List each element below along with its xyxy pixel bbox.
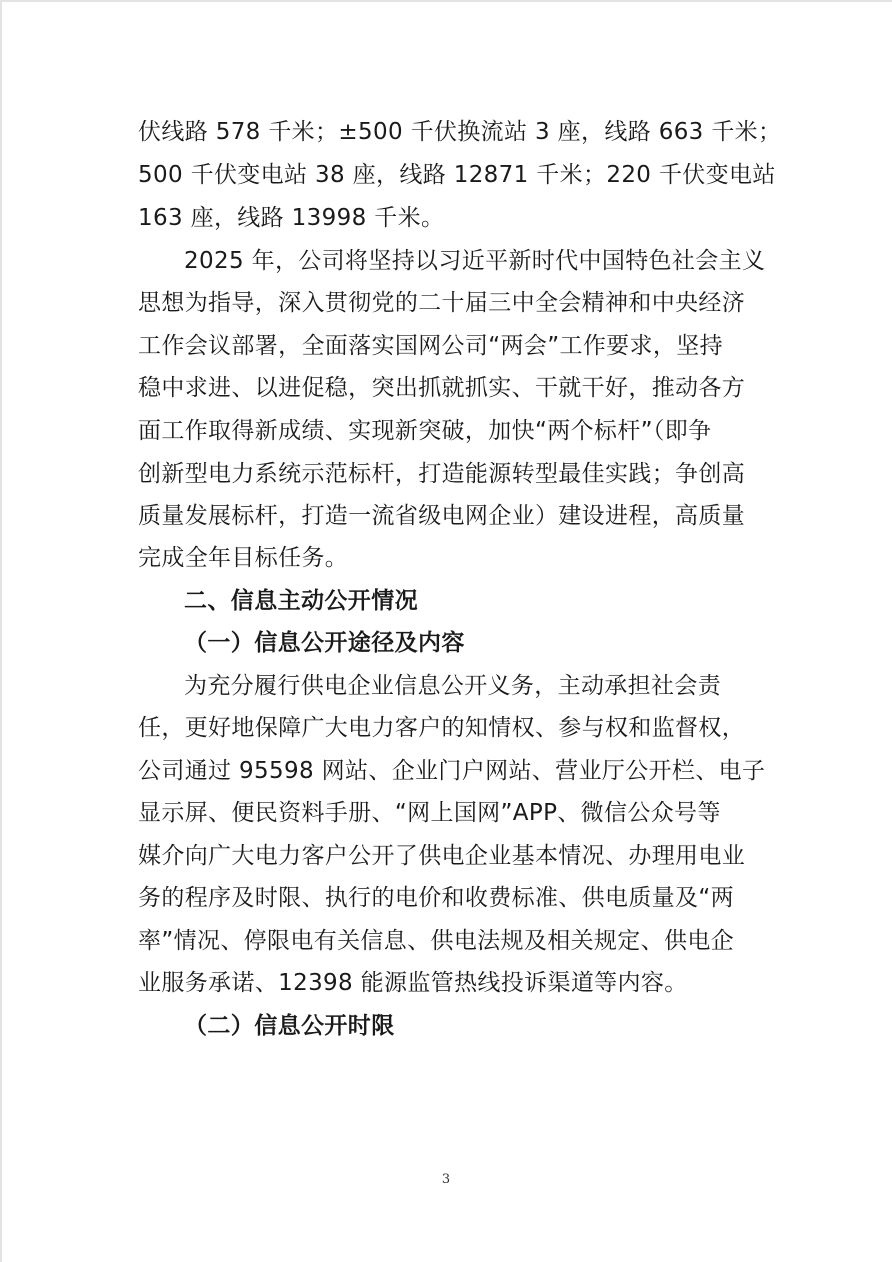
text-line: 业服务承诺、12398 能源监管热线投诉渠道等内容。 xyxy=(138,970,688,996)
subheading: （二）信息公开时限 xyxy=(184,1013,395,1039)
text-line: 显示屏、便民资料手册、“网上国网”APP、微信公众号等 xyxy=(138,800,721,826)
text-line: 质量发展标杆，打造一流省级电网企业）建设进程，高质量 xyxy=(138,503,746,529)
page-number: 3 xyxy=(441,1172,451,1187)
page-top-border xyxy=(0,0,892,2)
text-line: 任，更好地保障广大电力客户的知情权、参与权和监督权， xyxy=(138,715,746,741)
text-line: 公司通过 95598 网站、企业门户网站、营业厅公开栏、电子 xyxy=(138,758,766,784)
text-line: 率”情况、停限电有关信息、供电法规及相关规定、供电企 xyxy=(138,928,735,954)
text-line: 稳中求进、以进促稳，突出抓就抓实、干就干好，推动各方 xyxy=(138,375,746,401)
text-line: 2025 年，公司将坚持以习近平新时代中国特色社会主义 xyxy=(184,248,766,274)
subheading: （一）信息公开途径及内容 xyxy=(184,630,465,656)
text-line: 为充分履行供电企业信息公开义务，主动承担社会责 xyxy=(184,673,722,699)
text-line: 思想为指导，深入贯彻党的二十届三中全会精神和中央经济 xyxy=(138,290,746,316)
text-line: 工作会议部署，全面落实国网公司“两会”工作要求，坚持 xyxy=(138,333,723,359)
page-left-border xyxy=(0,0,2,1262)
text-line: 伏线路 578 千米；±500 千伏换流站 3 座，线路 663 千米； xyxy=(138,119,782,145)
text-line: 完成全年目标任务。 xyxy=(138,545,349,571)
text-line: 媒介向广大电力客户公开了供电企业基本情况、办理用电业 xyxy=(138,843,746,869)
text-line: 163 座，线路 13998 千米。 xyxy=(138,205,445,231)
section-heading: 二、信息主动公开情况 xyxy=(184,588,418,614)
text-line: 500 千伏变电站 38 座，线路 12871 千米；220 千伏变电站 xyxy=(138,162,776,188)
text-line: 务的程序及时限、执行的电价和收费标准、供电质量及“两 xyxy=(138,885,735,911)
text-line: 面工作取得新成绩、实现新突破，加快“两个标杆”（即争 xyxy=(138,418,712,444)
text-line: 创新型电力系统示范标杆，打造能源转型最佳实践；争创高 xyxy=(138,461,746,487)
